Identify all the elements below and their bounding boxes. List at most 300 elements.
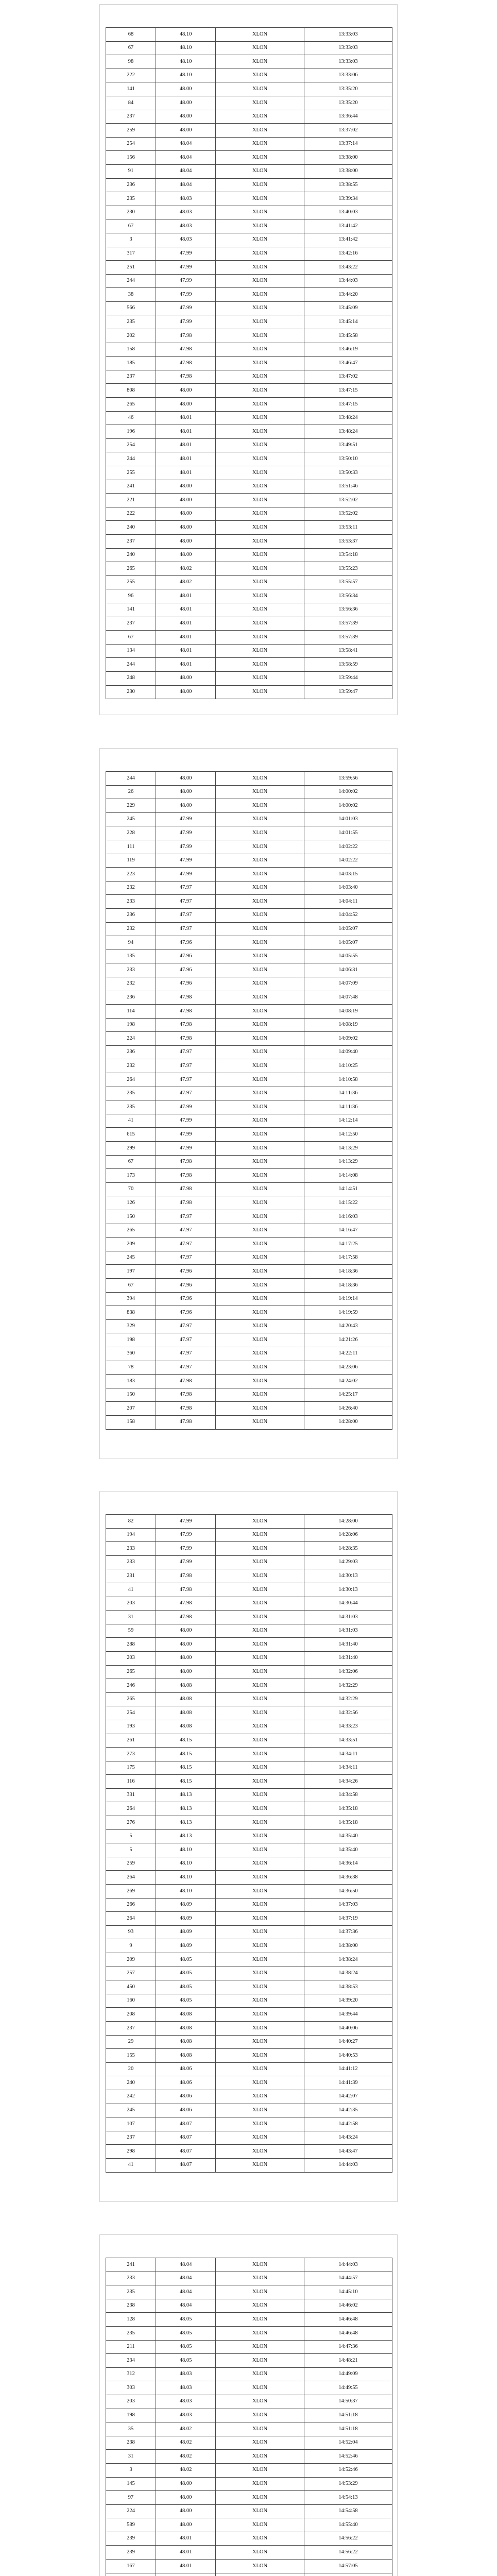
venue-cell: XLON xyxy=(216,1597,304,1611)
shares-cell: 197 xyxy=(106,1265,156,1278)
venue-cell: XLON xyxy=(216,1046,304,1059)
price-cell: 48.01 xyxy=(156,603,216,617)
table-row xyxy=(106,1816,392,1830)
venue-cell: XLON xyxy=(216,1748,304,1761)
price-cell: 48.00 xyxy=(156,1666,216,1679)
time-cell: 13:40:03 xyxy=(304,206,392,219)
venue-cell: XLON xyxy=(216,882,304,895)
shares-cell: 185 xyxy=(106,357,156,370)
time-cell: 14:28:06 xyxy=(304,1529,392,1542)
venue-cell: XLON xyxy=(216,672,304,685)
shares-cell: 229 xyxy=(106,799,156,812)
venue-cell: XLON xyxy=(216,452,304,466)
price-cell: 48.07 xyxy=(156,2131,216,2145)
table-row xyxy=(106,631,392,645)
time-cell: 14:51:18 xyxy=(304,2422,392,2436)
table-row xyxy=(106,2049,392,2063)
shares-cell: 254 xyxy=(106,138,156,151)
time-cell: 13:36:44 xyxy=(304,110,392,124)
table-row xyxy=(106,2450,392,2464)
price-cell: 48.02 xyxy=(156,576,216,589)
venue-cell: XLON xyxy=(216,772,304,785)
shares-cell: 128 xyxy=(106,2313,156,2326)
time-cell: 14:11:36 xyxy=(304,1087,392,1100)
venue-cell: XLON xyxy=(216,1912,304,1925)
shares-cell: 67 xyxy=(106,1156,156,1169)
price-cell xyxy=(156,2573,216,2576)
price-cell: 48.00 xyxy=(156,124,216,137)
venue-cell: XLON xyxy=(216,1652,304,1665)
time-cell: 14:33:23 xyxy=(304,1720,392,1734)
venue-cell: XLON xyxy=(216,2285,304,2299)
time-cell: 14:35:40 xyxy=(304,1830,392,1843)
shares-cell: 94 xyxy=(106,936,156,950)
time-cell: 14:42:35 xyxy=(304,2104,392,2117)
table-row xyxy=(106,1293,392,1307)
table-row xyxy=(106,799,392,813)
time-cell: 14:33:51 xyxy=(304,1734,392,1748)
price-cell: 48.08 xyxy=(156,2049,216,2062)
price-cell: 48.00 xyxy=(156,494,216,507)
shares-cell: 203 xyxy=(106,2395,156,2409)
venue-cell: XLON xyxy=(216,219,304,233)
table-row xyxy=(106,1059,392,1073)
time-cell: 14:14:51 xyxy=(304,1183,392,1196)
venue-cell: XLON xyxy=(216,2131,304,2145)
table-row xyxy=(106,1388,392,1402)
venue-cell: XLON xyxy=(216,2049,304,2062)
time-cell: 14:23:06 xyxy=(304,1361,392,1375)
table-row xyxy=(106,1569,392,1583)
table-row xyxy=(106,1238,392,1251)
price-cell: 47.98 xyxy=(156,1183,216,1196)
price-cell: 47.98 xyxy=(156,1416,216,1429)
shares-cell: 232 xyxy=(106,923,156,936)
price-cell: 47.97 xyxy=(156,923,216,936)
time-cell: 13:44:20 xyxy=(304,288,392,301)
time-cell: 13:46:19 xyxy=(304,343,392,357)
shares-cell: 82 xyxy=(106,1515,156,1528)
time-cell: 14:38:24 xyxy=(304,1953,392,1967)
venue-cell xyxy=(216,2573,304,2576)
shares-cell: 264 xyxy=(106,1912,156,1925)
price-cell: 47.96 xyxy=(156,1265,216,1278)
price-cell: 48.05 xyxy=(156,1967,216,1980)
time-cell: 14:39:44 xyxy=(304,2008,392,2021)
time-cell: 13:38:55 xyxy=(304,179,392,192)
price-cell: 48.03 xyxy=(156,219,216,233)
venue-cell: XLON xyxy=(216,2505,304,2518)
table-row xyxy=(106,1032,392,1046)
venue-cell: XLON xyxy=(216,1857,304,1871)
document-page xyxy=(99,1491,398,2202)
shares-cell: 98 xyxy=(106,55,156,69)
price-cell: 48.07 xyxy=(156,2145,216,2158)
time-cell: 14:37:19 xyxy=(304,1912,392,1925)
time-cell: 13:52:02 xyxy=(304,494,392,507)
price-cell: 48.01 xyxy=(156,412,216,425)
shares-cell: 266 xyxy=(106,1899,156,1912)
time-cell: 13:37:14 xyxy=(304,138,392,151)
table-row xyxy=(106,2436,392,2450)
table-row xyxy=(106,1871,392,1885)
table-row xyxy=(106,2518,392,2532)
price-cell: 48.07 xyxy=(156,2159,216,2172)
shares-cell: 838 xyxy=(106,1306,156,1319)
shares-cell: 264 xyxy=(106,1073,156,1087)
price-cell: 47.98 xyxy=(156,1611,216,1624)
venue-cell: XLON xyxy=(216,302,304,315)
shares-cell: 237 xyxy=(106,370,156,384)
venue-cell: XLON xyxy=(216,206,304,219)
time-cell: 13:52:02 xyxy=(304,507,392,521)
time-cell: 13:49:51 xyxy=(304,439,392,452)
table-row xyxy=(106,549,392,563)
time-cell: 14:44:57 xyxy=(304,2272,392,2285)
time-cell: 14:22:11 xyxy=(304,1347,392,1361)
shares-cell: 264 xyxy=(106,1871,156,1884)
shares-cell: 235 xyxy=(106,1087,156,1100)
table-row xyxy=(106,288,392,302)
table-row xyxy=(106,1114,392,1128)
shares-cell: 96 xyxy=(106,589,156,603)
price-cell: 48.01 xyxy=(156,425,216,438)
table-row xyxy=(106,1224,392,1238)
venue-cell: XLON xyxy=(216,1019,304,1032)
time-cell: 14:02:22 xyxy=(304,840,392,854)
venue-cell: XLON xyxy=(216,412,304,425)
price-cell: 47.99 xyxy=(156,1556,216,1569)
time-cell: 14:19:14 xyxy=(304,1293,392,1306)
price-cell: 48.13 xyxy=(156,1802,216,1816)
time-cell: 14:51:18 xyxy=(304,2409,392,2422)
shares-cell: 450 xyxy=(106,1980,156,1994)
venue-cell: XLON xyxy=(216,1347,304,1361)
venue-cell: XLON xyxy=(216,854,304,868)
venue-cell: XLON xyxy=(216,1169,304,1182)
time-cell: 14:34:58 xyxy=(304,1789,392,1802)
time-cell: 14:17:58 xyxy=(304,1251,392,1265)
price-cell: 48.09 xyxy=(156,1899,216,1912)
price-cell: 48.01 xyxy=(156,631,216,644)
venue-cell: XLON xyxy=(216,466,304,480)
table-row xyxy=(106,1046,392,1060)
table-row xyxy=(106,138,392,151)
price-cell: 48.10 xyxy=(156,69,216,82)
table-row xyxy=(106,1169,392,1183)
table-row xyxy=(106,1183,392,1197)
time-cell: 13:41:42 xyxy=(304,219,392,233)
table-row xyxy=(106,1416,392,1430)
shares-cell: 245 xyxy=(106,813,156,826)
venue-cell: XLON xyxy=(216,2104,304,2117)
shares-cell: 224 xyxy=(106,1032,156,1045)
table-row xyxy=(106,868,392,882)
venue-cell: XLON xyxy=(216,1926,304,1939)
price-cell: 47.98 xyxy=(156,1019,216,1032)
table-row xyxy=(106,1624,392,1638)
price-cell: 48.10 xyxy=(156,42,216,55)
price-cell: 48.00 xyxy=(156,786,216,799)
shares-cell: 194 xyxy=(106,1529,156,1542)
price-cell: 48.08 xyxy=(156,1679,216,1692)
time-cell: 14:40:06 xyxy=(304,2022,392,2035)
table-row xyxy=(106,2063,392,2077)
time-cell: 14:42:58 xyxy=(304,2117,392,2131)
shares-cell: 116 xyxy=(106,1775,156,1788)
time-cell: 14:47:36 xyxy=(304,2341,392,2354)
table-row xyxy=(106,357,392,370)
time-cell: 13:38:00 xyxy=(304,165,392,178)
price-cell: 47.97 xyxy=(156,1073,216,1087)
shares-cell: 67 xyxy=(106,631,156,644)
price-cell: 48.09 xyxy=(156,1926,216,1939)
shares-cell: 203 xyxy=(106,1597,156,1611)
table-row xyxy=(106,854,392,868)
venue-cell: XLON xyxy=(216,96,304,110)
price-cell: 47.98 xyxy=(156,1169,216,1182)
shares-cell: 288 xyxy=(106,1638,156,1651)
price-cell: 48.01 xyxy=(156,439,216,452)
shares-cell: 193 xyxy=(106,1720,156,1734)
time-cell: 14:00:02 xyxy=(304,799,392,812)
shares-cell: 235 xyxy=(106,2327,156,2340)
time-cell: 13:57:39 xyxy=(304,617,392,631)
table-row xyxy=(106,1583,392,1597)
price-cell: 47.97 xyxy=(156,1046,216,1059)
price-cell: 48.00 xyxy=(156,535,216,548)
venue-cell: XLON xyxy=(216,977,304,991)
shares-cell: 221 xyxy=(106,494,156,507)
table-row xyxy=(106,1156,392,1170)
price-cell: 48.15 xyxy=(156,1761,216,1775)
shares-cell: 222 xyxy=(106,507,156,521)
price-cell: 47.99 xyxy=(156,315,216,329)
shares-cell: 248 xyxy=(106,672,156,685)
venue-cell: XLON xyxy=(216,1059,304,1073)
venue-cell: XLON xyxy=(216,1279,304,1292)
venue-cell: XLON xyxy=(216,1529,304,1542)
venue-cell: XLON xyxy=(216,1816,304,1829)
time-cell: 14:43:47 xyxy=(304,2145,392,2158)
venue-cell: XLON xyxy=(216,1569,304,1583)
venue-cell: XLON xyxy=(216,549,304,562)
venue-cell: XLON xyxy=(216,1679,304,1692)
table-row xyxy=(106,1899,392,1912)
venue-cell: XLON xyxy=(216,233,304,247)
shares-cell: 241 xyxy=(106,2258,156,2272)
venue-cell: XLON xyxy=(216,2008,304,2021)
venue-cell: XLON xyxy=(216,2368,304,2381)
venue-cell: XLON xyxy=(216,1183,304,1196)
venue-cell: XLON xyxy=(216,2090,304,2104)
time-cell: 13:59:56 xyxy=(304,772,392,785)
time-cell: 13:35:20 xyxy=(304,82,392,96)
time-cell: 14:46:02 xyxy=(304,2299,392,2313)
time-cell: 13:47:02 xyxy=(304,370,392,384)
venue-cell: XLON xyxy=(216,1871,304,1884)
price-cell: 48.01 xyxy=(156,452,216,466)
shares-cell: 237 xyxy=(106,110,156,124)
transactions-table xyxy=(106,27,392,699)
venue-cell: XLON xyxy=(216,1980,304,1994)
venue-cell: XLON xyxy=(216,2313,304,2326)
shares-cell: 298 xyxy=(106,2145,156,2158)
table-row xyxy=(106,261,392,275)
table-row xyxy=(106,1638,392,1652)
shares-cell: 29 xyxy=(106,2036,156,2049)
shares-cell: 41 xyxy=(106,1114,156,1128)
shares-cell: 150 xyxy=(106,1210,156,1224)
venue-cell: XLON xyxy=(216,384,304,397)
venue-cell: XLON xyxy=(216,576,304,589)
venue-cell: XLON xyxy=(216,1693,304,1706)
venue-cell: XLON xyxy=(216,895,304,908)
price-cell: 47.99 xyxy=(156,302,216,315)
table-row xyxy=(106,1306,392,1320)
venue-cell: XLON xyxy=(216,963,304,977)
time-cell: 14:35:40 xyxy=(304,1843,392,1857)
time-cell: 14:54:58 xyxy=(304,2505,392,2518)
venue-cell: XLON xyxy=(216,1306,304,1319)
shares-cell: 331 xyxy=(106,1789,156,1802)
time-cell: 13:42:16 xyxy=(304,247,392,261)
price-cell: 48.03 xyxy=(156,2409,216,2422)
shares-cell: 202 xyxy=(106,329,156,343)
time-cell: 14:16:03 xyxy=(304,1210,392,1224)
time-cell: 13:33:03 xyxy=(304,42,392,55)
venue-cell: XLON xyxy=(216,1224,304,1238)
price-cell: 47.99 xyxy=(156,1142,216,1155)
venue-cell: XLON xyxy=(216,535,304,548)
shares-cell: 239 xyxy=(106,2532,156,2546)
venue-cell: XLON xyxy=(216,589,304,603)
price-cell: 47.96 xyxy=(156,1293,216,1306)
shares-cell: 158 xyxy=(106,343,156,357)
price-cell: 47.99 xyxy=(156,826,216,840)
table-row xyxy=(106,466,392,480)
time-cell: 14:42:07 xyxy=(304,2090,392,2104)
time-cell: 14:34:11 xyxy=(304,1761,392,1775)
table-row xyxy=(106,2354,392,2368)
venue-cell: XLON xyxy=(216,799,304,812)
shares-cell: 233 xyxy=(106,1542,156,1555)
price-cell: 47.99 xyxy=(156,1128,216,1141)
venue-cell: XLON xyxy=(216,28,304,41)
venue-cell: XLON xyxy=(216,2258,304,2272)
time-cell: 13:35:20 xyxy=(304,96,392,110)
venue-cell: XLON xyxy=(216,991,304,1005)
table-row xyxy=(106,1967,392,1981)
time-cell: 13:39:34 xyxy=(304,192,392,206)
venue-cell: XLON xyxy=(216,1320,304,1333)
shares-cell: 67 xyxy=(106,1279,156,1292)
table-row xyxy=(106,576,392,590)
shares-cell: 203 xyxy=(106,1652,156,1665)
venue-cell: XLON xyxy=(216,868,304,881)
venue-cell: XLON xyxy=(216,1156,304,1169)
price-cell: 48.00 xyxy=(156,2491,216,2504)
venue-cell: XLON xyxy=(216,2532,304,2546)
table-row xyxy=(106,923,392,937)
table-row xyxy=(106,1556,392,1570)
venue-cell: XLON xyxy=(216,1388,304,1402)
price-cell: 48.02 xyxy=(156,562,216,575)
venue-cell: XLON xyxy=(216,2159,304,2172)
table-row xyxy=(106,658,392,672)
shares-cell: 68 xyxy=(106,28,156,41)
price-cell: 48.00 xyxy=(156,82,216,96)
shares-cell: 245 xyxy=(106,1251,156,1265)
shares-cell: 70 xyxy=(106,1183,156,1196)
shares-cell: 244 xyxy=(106,772,156,785)
shares-cell: 134 xyxy=(106,645,156,658)
price-cell: 48.08 xyxy=(156,2036,216,2049)
shares-cell: 119 xyxy=(106,854,156,868)
price-cell: 48.10 xyxy=(156,28,216,41)
price-cell: 48.00 xyxy=(156,2505,216,2518)
table-row xyxy=(106,603,392,617)
shares-cell xyxy=(106,2573,156,2576)
venue-cell: XLON xyxy=(216,1953,304,1967)
time-cell: 14:31:40 xyxy=(304,1652,392,1665)
price-cell: 48.00 xyxy=(156,799,216,812)
shares-cell: 150 xyxy=(106,1388,156,1402)
time-cell: 14:45:10 xyxy=(304,2285,392,2299)
shares-cell: 234 xyxy=(106,2354,156,2367)
price-cell: 48.04 xyxy=(156,179,216,192)
venue-cell: XLON xyxy=(216,562,304,575)
table-row xyxy=(106,315,392,329)
venue-cell: XLON xyxy=(216,1402,304,1415)
table-row xyxy=(106,384,392,398)
venue-cell: XLON xyxy=(216,2354,304,2367)
shares-cell: 223 xyxy=(106,868,156,881)
table-row xyxy=(106,1926,392,1940)
shares-cell: 158 xyxy=(106,1416,156,1429)
table-row xyxy=(106,2104,392,2118)
venue-cell: XLON xyxy=(216,2341,304,2354)
document-page xyxy=(99,748,398,1459)
price-cell: 47.99 xyxy=(156,1114,216,1128)
shares-cell: 589 xyxy=(106,2518,156,2532)
shares-cell: 228 xyxy=(106,826,156,840)
venue-cell: XLON xyxy=(216,425,304,438)
venue-cell: XLON xyxy=(216,1114,304,1128)
shares-cell: 233 xyxy=(106,895,156,908)
venue-cell: XLON xyxy=(216,179,304,192)
table-row xyxy=(106,2505,392,2519)
time-cell: 14:31:03 xyxy=(304,1611,392,1624)
time-cell: 13:50:33 xyxy=(304,466,392,480)
table-row xyxy=(106,1361,392,1375)
time-cell: 14:03:15 xyxy=(304,868,392,881)
table-row xyxy=(106,1994,392,2008)
time-cell: 13:55:57 xyxy=(304,576,392,589)
price-cell: 48.02 xyxy=(156,2464,216,2477)
price-cell: 47.98 xyxy=(156,1597,216,1611)
venue-cell: XLON xyxy=(216,1361,304,1375)
time-cell: 14:16:47 xyxy=(304,1224,392,1238)
time-cell: 13:53:37 xyxy=(304,535,392,548)
time-cell: 14:36:38 xyxy=(304,1871,392,1884)
venue-cell: XLON xyxy=(216,923,304,936)
price-cell: 47.97 xyxy=(156,895,216,908)
price-cell: 47.98 xyxy=(156,1388,216,1402)
time-cell: 14:05:55 xyxy=(304,950,392,963)
price-cell: 48.00 xyxy=(156,1638,216,1651)
venue-cell: XLON xyxy=(216,1802,304,1816)
